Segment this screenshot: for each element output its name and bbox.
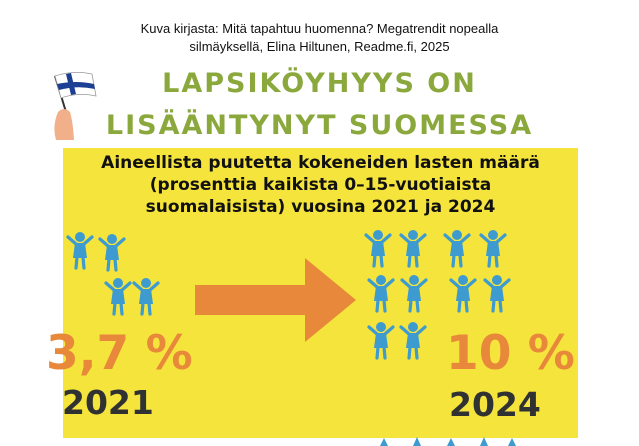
subtitle-line-3: suomalaisista) vuosina 2021 ja 2024 bbox=[145, 197, 496, 217]
subtitle-line-1: Aineellista puutetta kokeneiden lasten määrä bbox=[101, 153, 540, 173]
percent-2021: 3,7 % bbox=[46, 326, 193, 381]
headline-line-2: LISÄÄNTYNYT SUOMESSA bbox=[105, 110, 534, 141]
subtitle-line-2: (prosenttia kaikista 0–15-vuotiaista bbox=[149, 175, 492, 195]
year-2021: 2021 bbox=[62, 383, 154, 422]
year-2024: 2024 bbox=[449, 385, 541, 424]
image-caption-line-2: silmäyksellä, Elina Hiltunen, Readme.fi, 2025 bbox=[189, 39, 450, 54]
headline-line-1: LAPSIKÖYHYYS ON bbox=[162, 68, 477, 99]
image-caption-line-1: Kuva kirjasta: Mitä tapahtuu huomenna? Megatrendit nopealla bbox=[140, 21, 499, 36]
percent-2024: 10 % bbox=[446, 326, 575, 381]
